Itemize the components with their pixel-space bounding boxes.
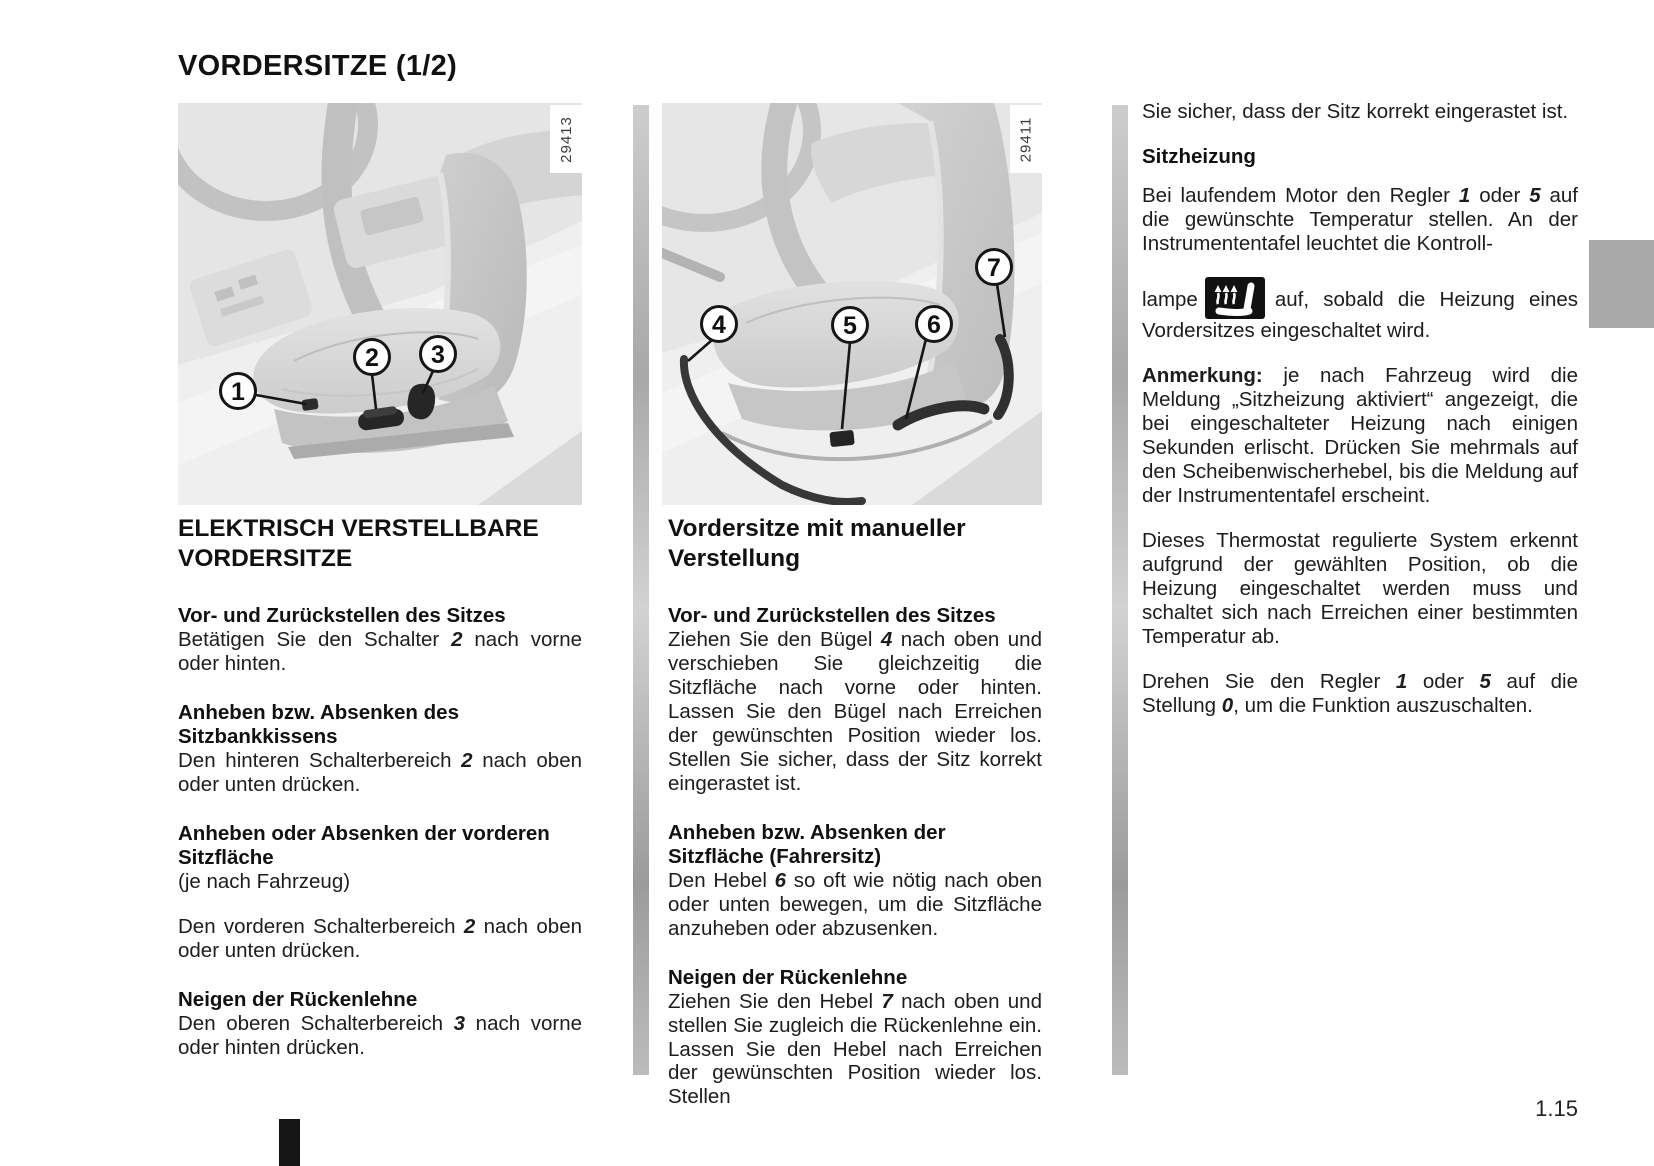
paragraph: Den vorderen Schalterbereich 2 nach oben oder unten drücken. [178,914,582,962]
base-switch [829,430,854,447]
page-number: 1.15 [1535,1096,1578,1121]
svg-text:5: 5 [843,312,857,340]
subheading: Vor- und Zurückstellen des Sitzes [668,603,996,627]
svg-text:1: 1 [231,378,245,406]
figure-code: 29411 [1010,105,1042,173]
subheading: Anheben bzw. Absenken des Sitzbankkissens [178,700,459,748]
paragraph: Den oberen Schalterbereich 3 nach vorne oder hinten drücken. [178,1011,583,1059]
subheading: Neigen der Rückenlehne [668,965,908,989]
section-raise-cushion [178,701,582,797]
paragraph: Den hinteren Schalterbereich 2 nach oben oder unten drücken. [178,748,582,796]
paragraph: Ziehen Sie den Hebel 7 nach oben und stellen Sie zugleich die Rückenlehne ein. Lassen Sie den Hebel nach Erreichen der gewünschten Position wieder los. Stellen [668,989,1042,1109]
column-seat-heating [1142,100,1578,739]
switch-off-paragraph: Drehen Sie den Regler 1 oder 5 auf die Stellung 0, um die Funktion auszuschalten. [1142,669,1578,717]
seat-heating-indicator-icon [1205,277,1265,319]
chapter-tab-marker [1589,240,1654,328]
section-recline-backrest [178,988,582,1060]
lamp-text-after: auf, sobald die Heizung eines Vordersitzes eingeschaltet wird. [1142,287,1578,342]
subheading: Neigen der Rückenlehne [178,987,418,1011]
binding-tab-marker [279,1119,300,1166]
svg-text:3: 3 [431,341,445,369]
section-recline-backrest-manual [668,966,1042,1110]
manual-seat-illustration [662,103,1042,505]
svg-text:4: 4 [712,311,726,339]
svg-text:7: 7 [987,254,1001,282]
thermostat-paragraph: Dieses Thermostat regulierte System erkennt aufgrund der gewählten Position, ob die Heizung eingeschaltet werden muss und schaltet sich nach Erreichen einer bestimmten Temperatur ab. [1142,528,1578,648]
section-raise-front [178,822,582,963]
section-slide-seat-manual [668,604,1042,796]
column-electric-seats [178,514,582,1085]
lamp-text-before: lampe [1142,287,1198,311]
svg-text:6: 6 [927,311,941,339]
paragraph: Betätigen Sie den Schalter 2 nach vorne oder hinten. [178,627,582,675]
paragraph: Ziehen Sie den Bügel 4 nach oben und verschieben Sie gleichzeitig die Sitzfläche nach vorne oder hinten. Lassen Sie den Bügel nach Erreichen der gewünschten Position wieder los. Stellen Sie sicher, dass der Sitz korrekt eingerastet ist. [668,627,1042,795]
subheading: Anheben oder Absenken der vorderen Sitzfläche [178,821,550,869]
lamp-paragraph [1142,277,1578,343]
column-manual-seats [668,514,1042,1134]
figure-manual-seat [662,103,1042,505]
column-divider-left [633,105,649,1075]
remark-paragraph: Anmerkung: je nach Fahrzeug wird die Meldung „Sitzheizung aktiviert“ angezeigt, die bei eingeschalteter Heizung nach einigen Sekunden erlischt. Drücken Sie mehrmals auf den Scheibenwischerhebel, bis die Meldung auf der Instrumententafel erscheint. [1142,363,1578,507]
subheading-sitzheizung: Sitzheizung [1142,144,1256,168]
electric-seat-illustration [178,103,582,505]
paragraph: Bei laufendem Motor den Regler 1 oder 5 auf die gewünschte Temperatur stellen. An der Instrumententafel leuchtet die Kontroll- [1142,183,1579,255]
section-slide-seat [178,604,582,676]
subheading: Anheben bzw. Absenken der Sitzfläche (Fahrersitz) [668,820,946,868]
svg-text:2: 2 [365,344,379,372]
section-raise-cushion-manual [668,821,1042,941]
section-heading-electric: ELEKTRISCH VERSTELLBARE VORDERSITZE [178,515,539,572]
section-heading-manual: Vordersitze mit manueller Verstellung [668,515,966,572]
figure-code: 29413 [550,105,582,173]
subheading: Vor- und Zurückstellen des Sitzes [178,603,506,627]
page-title: VORDERSITZE (1/2) [178,50,458,82]
figure-electric-seat [178,103,582,505]
column-divider-right [1112,105,1128,1075]
note-line: (je nach Fahrzeug) [178,869,351,893]
continuation-paragraph: Sie sicher, dass der Sitz korrekt eingerastet ist. [1142,100,1569,123]
paragraph: Den Hebel 6 so oft wie nötig nach oben oder unten bewegen, um die Sitzfläche anzuheben oder abzusenken. [668,868,1043,940]
